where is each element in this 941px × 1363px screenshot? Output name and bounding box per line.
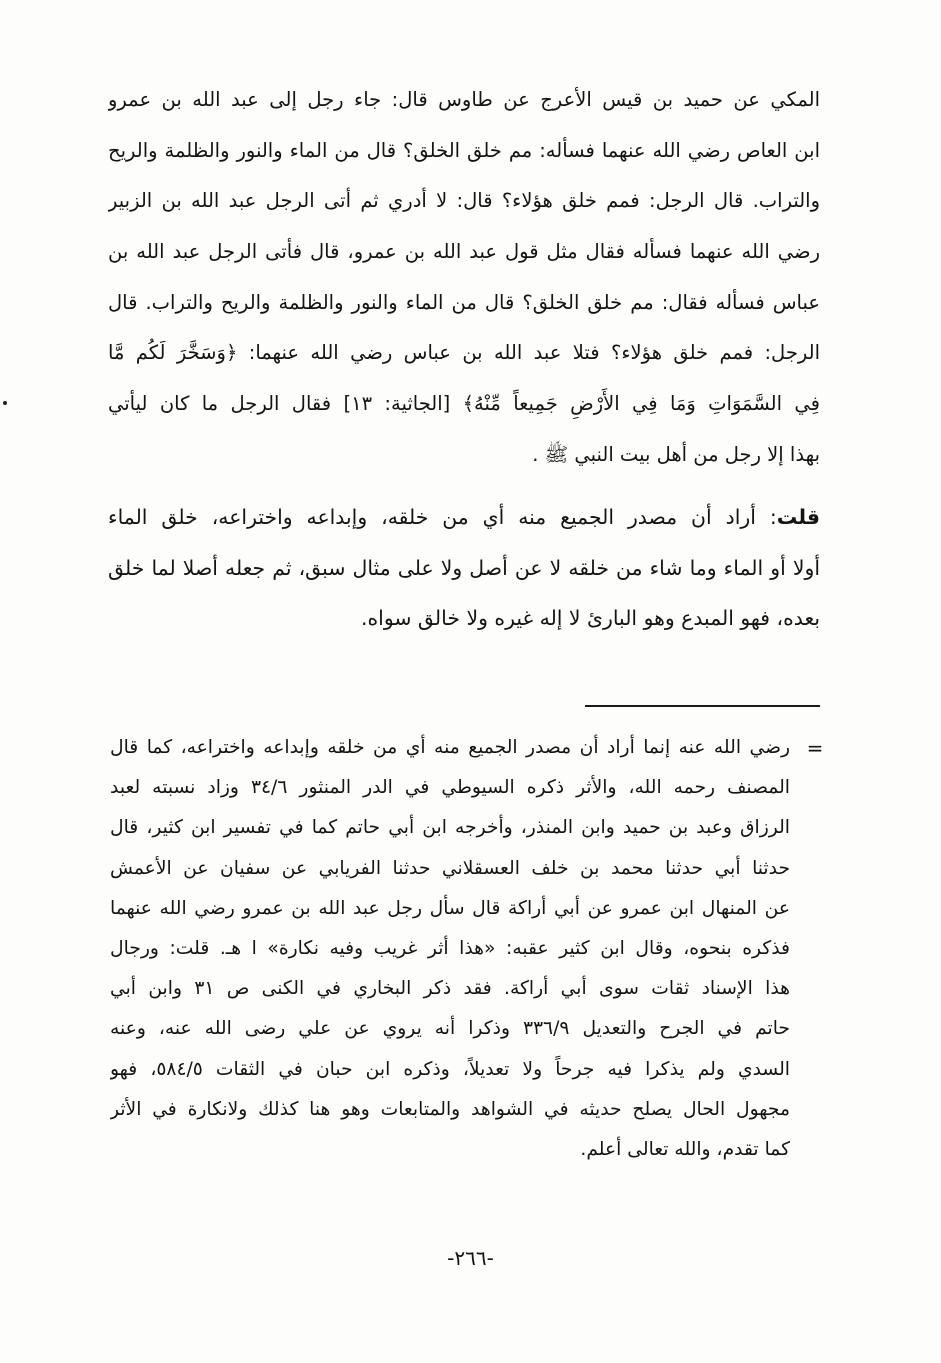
text-line: بهذا إلا رجل من أهل بيت النبي ﷺ . [532,442,820,466]
text-line: فِي السَّمَوَاتِ وَمَا فِي الأَرْضِ جَمِيعاً مِّنْهُ﴾ [الجاثية: ١٣] فقال الرجل ما كان ليأتي [108,392,820,416]
paragraph-narration [108,75,820,481]
text-line: ابن العاص رضي الله عنهما فسأله: مم خلق الخلق؟ قال من الماء والنور والظلمة والريح [108,138,820,162]
commentary-lead: قلت [776,505,820,529]
footnote-separator [585,705,820,707]
footnote-line: رضي الله عنه إنما أراد أن مصدر الجميع منه أي من خلقه وإبداعه واختراعه، كما قال [110,737,790,758]
footnote-line: مجهول الحال يصلح حديثه في الشواهد والمتابعات وهو هنا كذلك ولانكارة في الأثر [110,1098,790,1120]
footnote-line: حدثنا أبي حدثنا محمد بن خلف العسقلاني حدثنا الفريابي عن سفيان عن الأعمش [110,857,790,879]
footnote-continuation-mark: = [806,736,824,760]
text-line-rest: : أراد أن مصدر الجميع منه أي من خلقه، وإبداعه واختراعه، خلق الماء [108,505,777,529]
footnote [110,728,790,1170]
page-number: -٢٦٦- [447,1246,494,1270]
footnote-line: فذكره بنحوه، وقال ابن كثير عقبه: «هذا أثر غريب وفيه نكارة» ا هـ. قلت: ورجال [110,937,790,959]
footnote-line: هذا الإسناد ثقات سوى أبي أراكة. فقد ذكر البخاري في الكنى ص ٣١ وابن أبي [110,978,790,1000]
text-line: الرجل: فمم خلق هؤلاء؟ فتلا عبد الله بن عباس رضي الله عنهما: ﴿وَسَخَّرَ لَكُم مَّا [108,341,820,365]
text-line: المكي عن حميد بن قيس الأعرج عن طاوس قال: جاء رجل إلى عبد الله بن عمرو [108,88,820,111]
footnote-line: السدي ولم يذكرا فيه جرحاً ولا تعديلاً، وذكره ابن حبان في الثقات ٥٨٤/٥، فهو [110,1058,790,1080]
text-line: رضي الله عنهما فسأله فقال مثل قول عبد الله بن عمرو، قال فأتى الرجل عبد الله بن [108,240,820,264]
text-line: والتراب. قال الرجل: فمم خلق هؤلاء؟ قال: لا أدري ثم أتى الرجل عبد الله بن الزبير [108,189,820,213]
footnote-line: الرزاق وعبد بن حميد وابن المنذر، وأخرجه ابن أبي حاتم كما في تفسير ابن كثير، قال [110,817,790,839]
footnote-line: عن المنهال ابن عمرو عن أبي أراكة قال سأل رجل عبد الله بن عمرو رضي الله عنهما [110,897,790,919]
text-line: بعده، فهو المبدع وهو البارئ لا إله غيره ولا خالق سواه. [361,606,820,631]
scan-speck [3,401,7,405]
text-line: أولا أو الماء وما شاء من خلقه لا عن أصل ولا على مثال سبق، ثم جعله أصلا لما خلق [108,555,820,580]
paragraph-commentary [108,492,820,644]
footnote-line: حاتم في الجرح والتعديل ٣٣٦/٩ وذكرا أنه يروي عن علي رضى الله عنه، وعنه [110,1018,790,1040]
footnote-line: كما تقدم، والله تعالى أعلم. [580,1138,790,1160]
text-line [108,492,820,543]
text-line: عباس فسأله فقال: مم خلق الخلق؟ قال من الماء والنور والظلمة والريح والتراب. قال [108,290,820,314]
footnote-line: المصنف رحمه الله، والأثر ذكره السيوطي في الدر المنثور ٣٤/٦ وزاد نسبته لعبد [110,777,790,799]
